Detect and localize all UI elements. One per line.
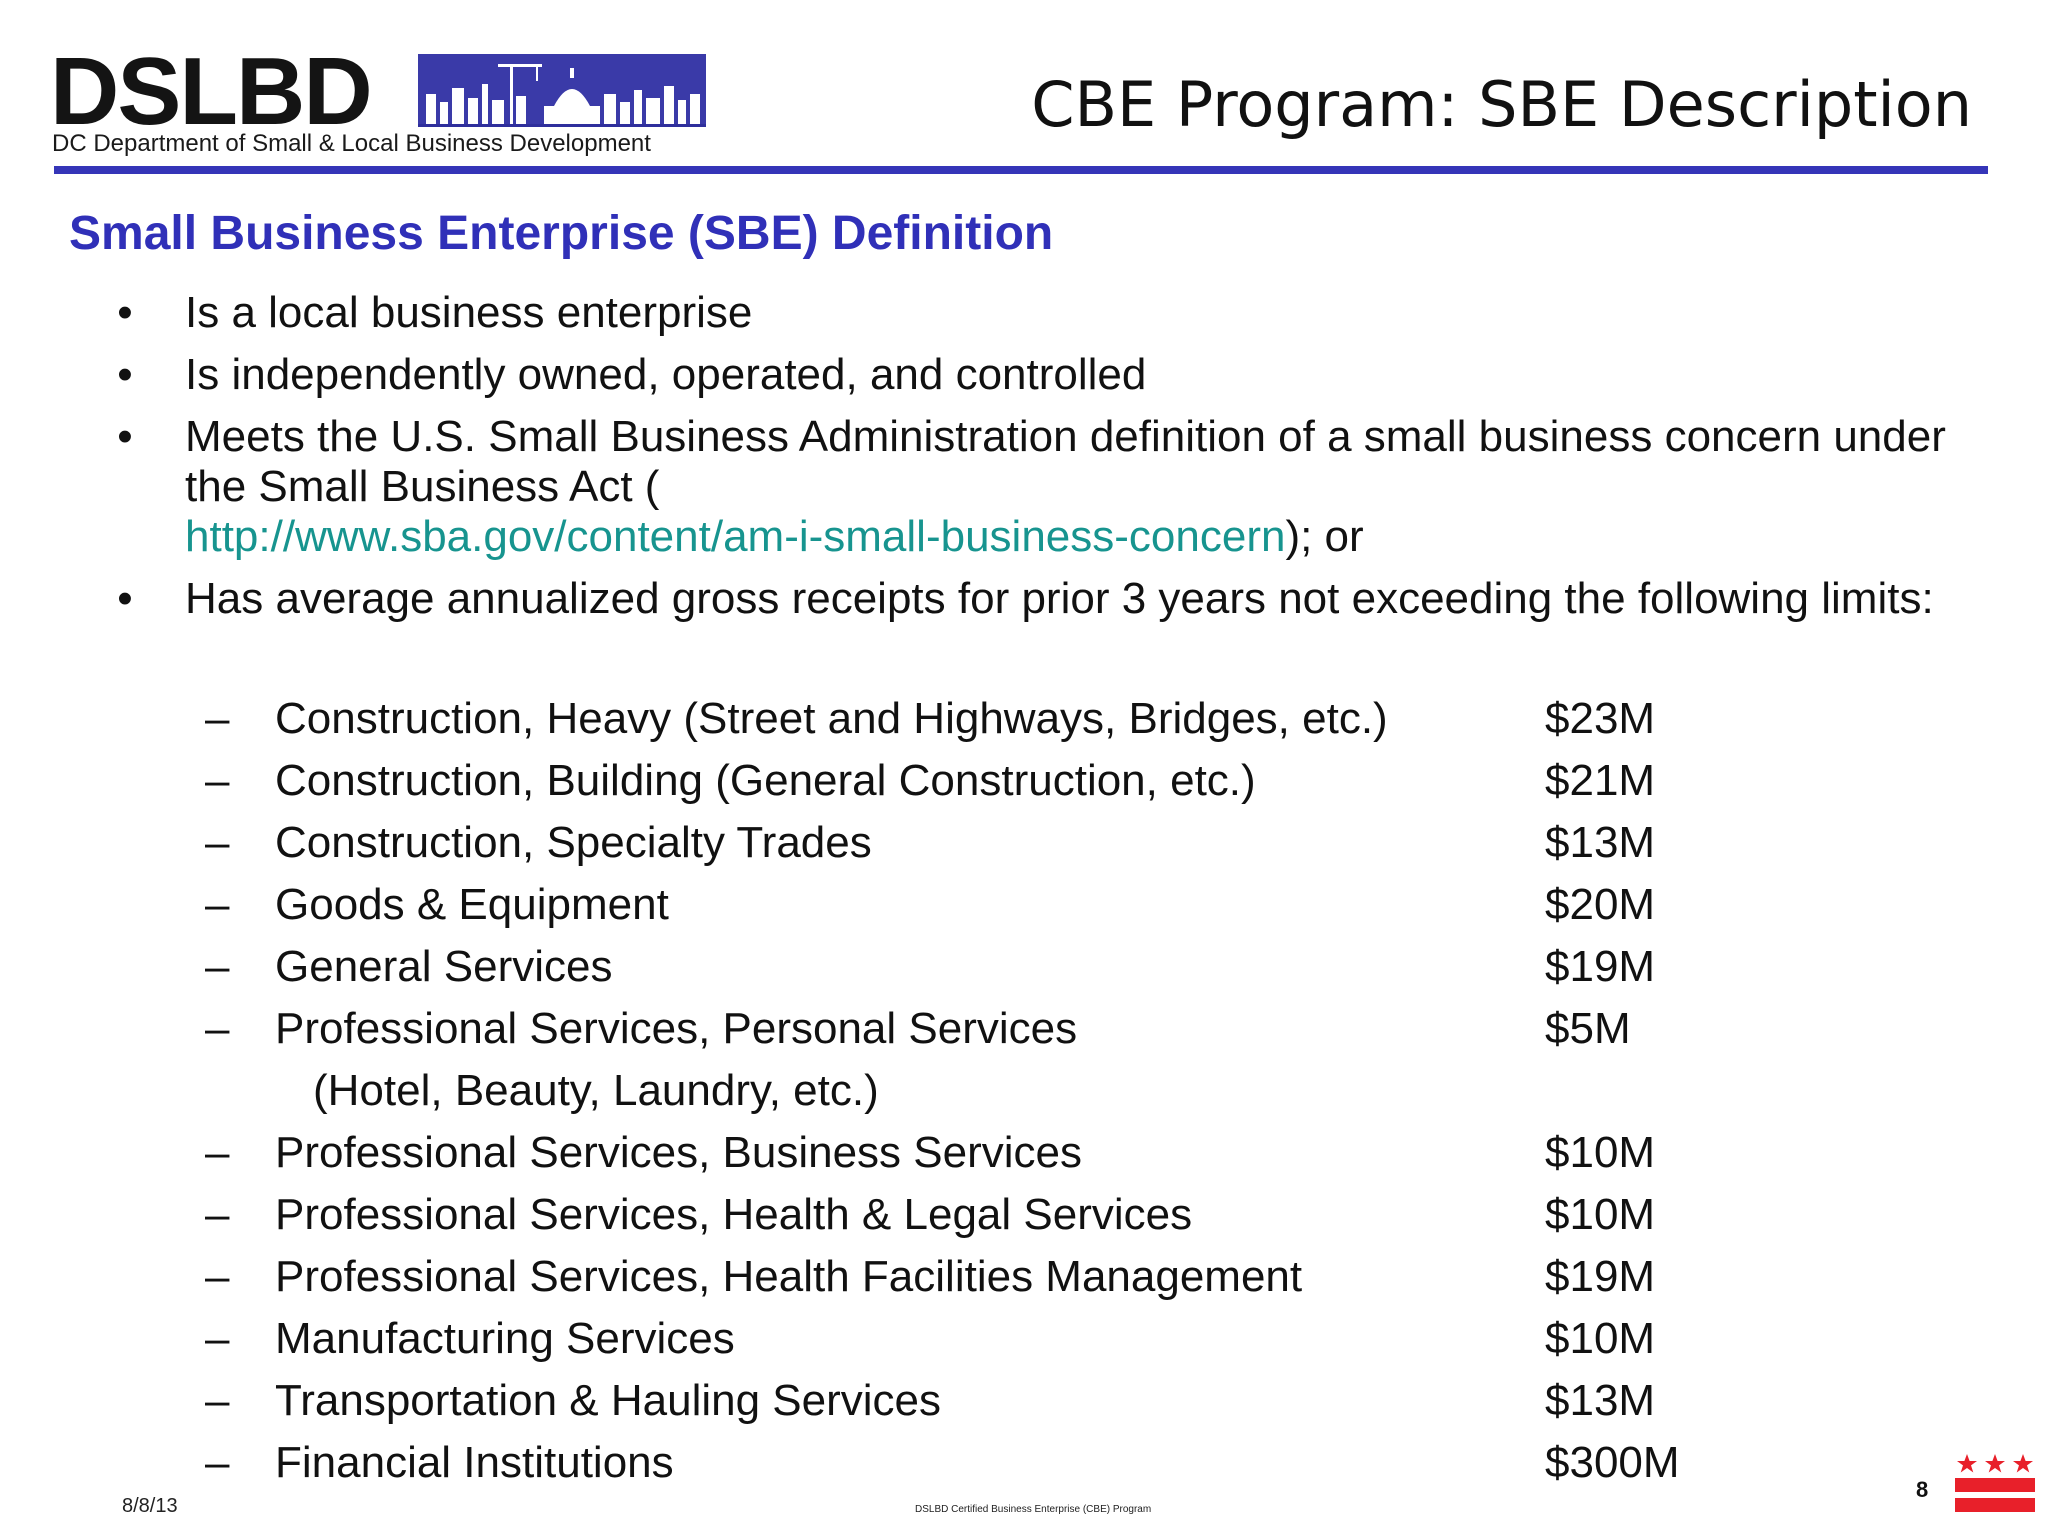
dash-marker: – bbox=[205, 1004, 230, 1053]
limit-value: $23M bbox=[1545, 694, 1656, 743]
dc-flag-icon bbox=[1955, 1452, 2035, 1516]
list-item bbox=[205, 1308, 1805, 1370]
category-label: Construction, Specialty Trades bbox=[275, 818, 872, 867]
limit-value: $10M bbox=[1545, 1128, 1656, 1177]
list-item bbox=[205, 1432, 1805, 1494]
category-note: (Hotel, Beauty, Laundry, etc.) bbox=[313, 1066, 879, 1115]
footer-program: DSLBD Certified Business Enterprise (CBE) Program bbox=[915, 1504, 1152, 1515]
category-label: Construction, Building (General Construction, etc.) bbox=[275, 756, 1256, 805]
limit-value: $13M bbox=[1545, 1376, 1656, 1425]
page-number: 8 bbox=[1916, 1477, 1929, 1502]
section-heading: Small Business Enterprise (SBE) Definition bbox=[69, 207, 1054, 260]
category-label: Manufacturing Services bbox=[275, 1314, 735, 1363]
category-label: Professional Services, Business Services bbox=[275, 1128, 1082, 1177]
bullet-text: Meets the U.S. Small Business Administration definition of a small business concern under the Small Business Act ( bbox=[185, 412, 1946, 511]
category-label: Construction, Heavy (Street and Highways, Bridges, etc.) bbox=[275, 694, 1388, 743]
bullet-marker: • bbox=[117, 288, 133, 337]
dash-marker: – bbox=[205, 1376, 230, 1425]
bullet-item bbox=[110, 574, 1990, 624]
list-item bbox=[205, 998, 1805, 1060]
dash-marker: – bbox=[205, 756, 230, 805]
bullet-text-tail: ); or bbox=[1285, 512, 1364, 561]
receipts-limits-list bbox=[205, 688, 1805, 1494]
limit-value: $19M bbox=[1545, 1252, 1656, 1301]
limit-value: $19M bbox=[1545, 942, 1656, 991]
header-divider bbox=[54, 166, 1988, 174]
category-label: Financial Institutions bbox=[275, 1438, 674, 1487]
bullet-item bbox=[110, 412, 1990, 562]
limit-value: $300M bbox=[1545, 1438, 1680, 1487]
bullet-marker: • bbox=[117, 574, 133, 623]
dash-marker: – bbox=[205, 1252, 230, 1301]
list-item bbox=[205, 1246, 1805, 1308]
dslbd-logo bbox=[50, 38, 670, 165]
logo-letters: DSLBD bbox=[50, 38, 371, 145]
dash-marker: – bbox=[205, 1438, 230, 1487]
dash-marker: – bbox=[205, 694, 230, 743]
definition-bullets bbox=[110, 288, 1990, 636]
bullet-text: Has average annualized gross receipts for prior 3 years not exceeding the following limits: bbox=[185, 574, 1934, 623]
list-item bbox=[205, 812, 1805, 874]
limit-value: $10M bbox=[1545, 1190, 1656, 1239]
category-label: Goods & Equipment bbox=[275, 880, 669, 929]
bullet-text: Is a local business enterprise bbox=[185, 288, 753, 337]
limit-value: $21M bbox=[1545, 756, 1656, 805]
list-item bbox=[205, 1184, 1805, 1246]
list-item bbox=[205, 1370, 1805, 1432]
bullet-item bbox=[110, 288, 1990, 338]
dash-marker: – bbox=[205, 1314, 230, 1363]
limit-value: $10M bbox=[1545, 1314, 1656, 1363]
footer-date: 8/8/13 bbox=[122, 1495, 178, 1517]
category-label: Professional Services, Health Facilities Management bbox=[275, 1252, 1303, 1301]
list-item bbox=[205, 1122, 1805, 1184]
dash-marker: – bbox=[205, 942, 230, 991]
bullet-item bbox=[110, 350, 1990, 400]
list-item bbox=[205, 936, 1805, 998]
category-label: Professional Services, Personal Services bbox=[275, 1004, 1078, 1053]
dash-marker: – bbox=[205, 880, 230, 929]
dash-marker: – bbox=[205, 818, 230, 867]
page-title: CBE Program: SBE Description bbox=[1031, 68, 1972, 141]
limit-value: $13M bbox=[1545, 818, 1656, 867]
limit-value: $20M bbox=[1545, 880, 1656, 929]
bullet-marker: • bbox=[117, 412, 133, 461]
category-label: Professional Services, Health & Legal Services bbox=[275, 1190, 1193, 1239]
dash-marker: – bbox=[205, 1190, 230, 1239]
list-item bbox=[205, 688, 1805, 750]
bullet-marker: • bbox=[117, 350, 133, 399]
category-label: Transportation & Hauling Services bbox=[275, 1376, 942, 1425]
list-item bbox=[205, 750, 1805, 812]
category-label: General Services bbox=[275, 942, 613, 991]
logo-subtitle: DC Department of Small & Local Business Development bbox=[52, 130, 651, 157]
dash-marker: – bbox=[205, 1128, 230, 1177]
list-item bbox=[205, 874, 1805, 936]
limit-value: $5M bbox=[1545, 1004, 1631, 1053]
bullet-text: Is independently owned, operated, and controlled bbox=[185, 350, 1147, 399]
sba-link[interactable]: http://www.sba.gov/content/am-i-small-business-concern bbox=[185, 512, 1286, 561]
